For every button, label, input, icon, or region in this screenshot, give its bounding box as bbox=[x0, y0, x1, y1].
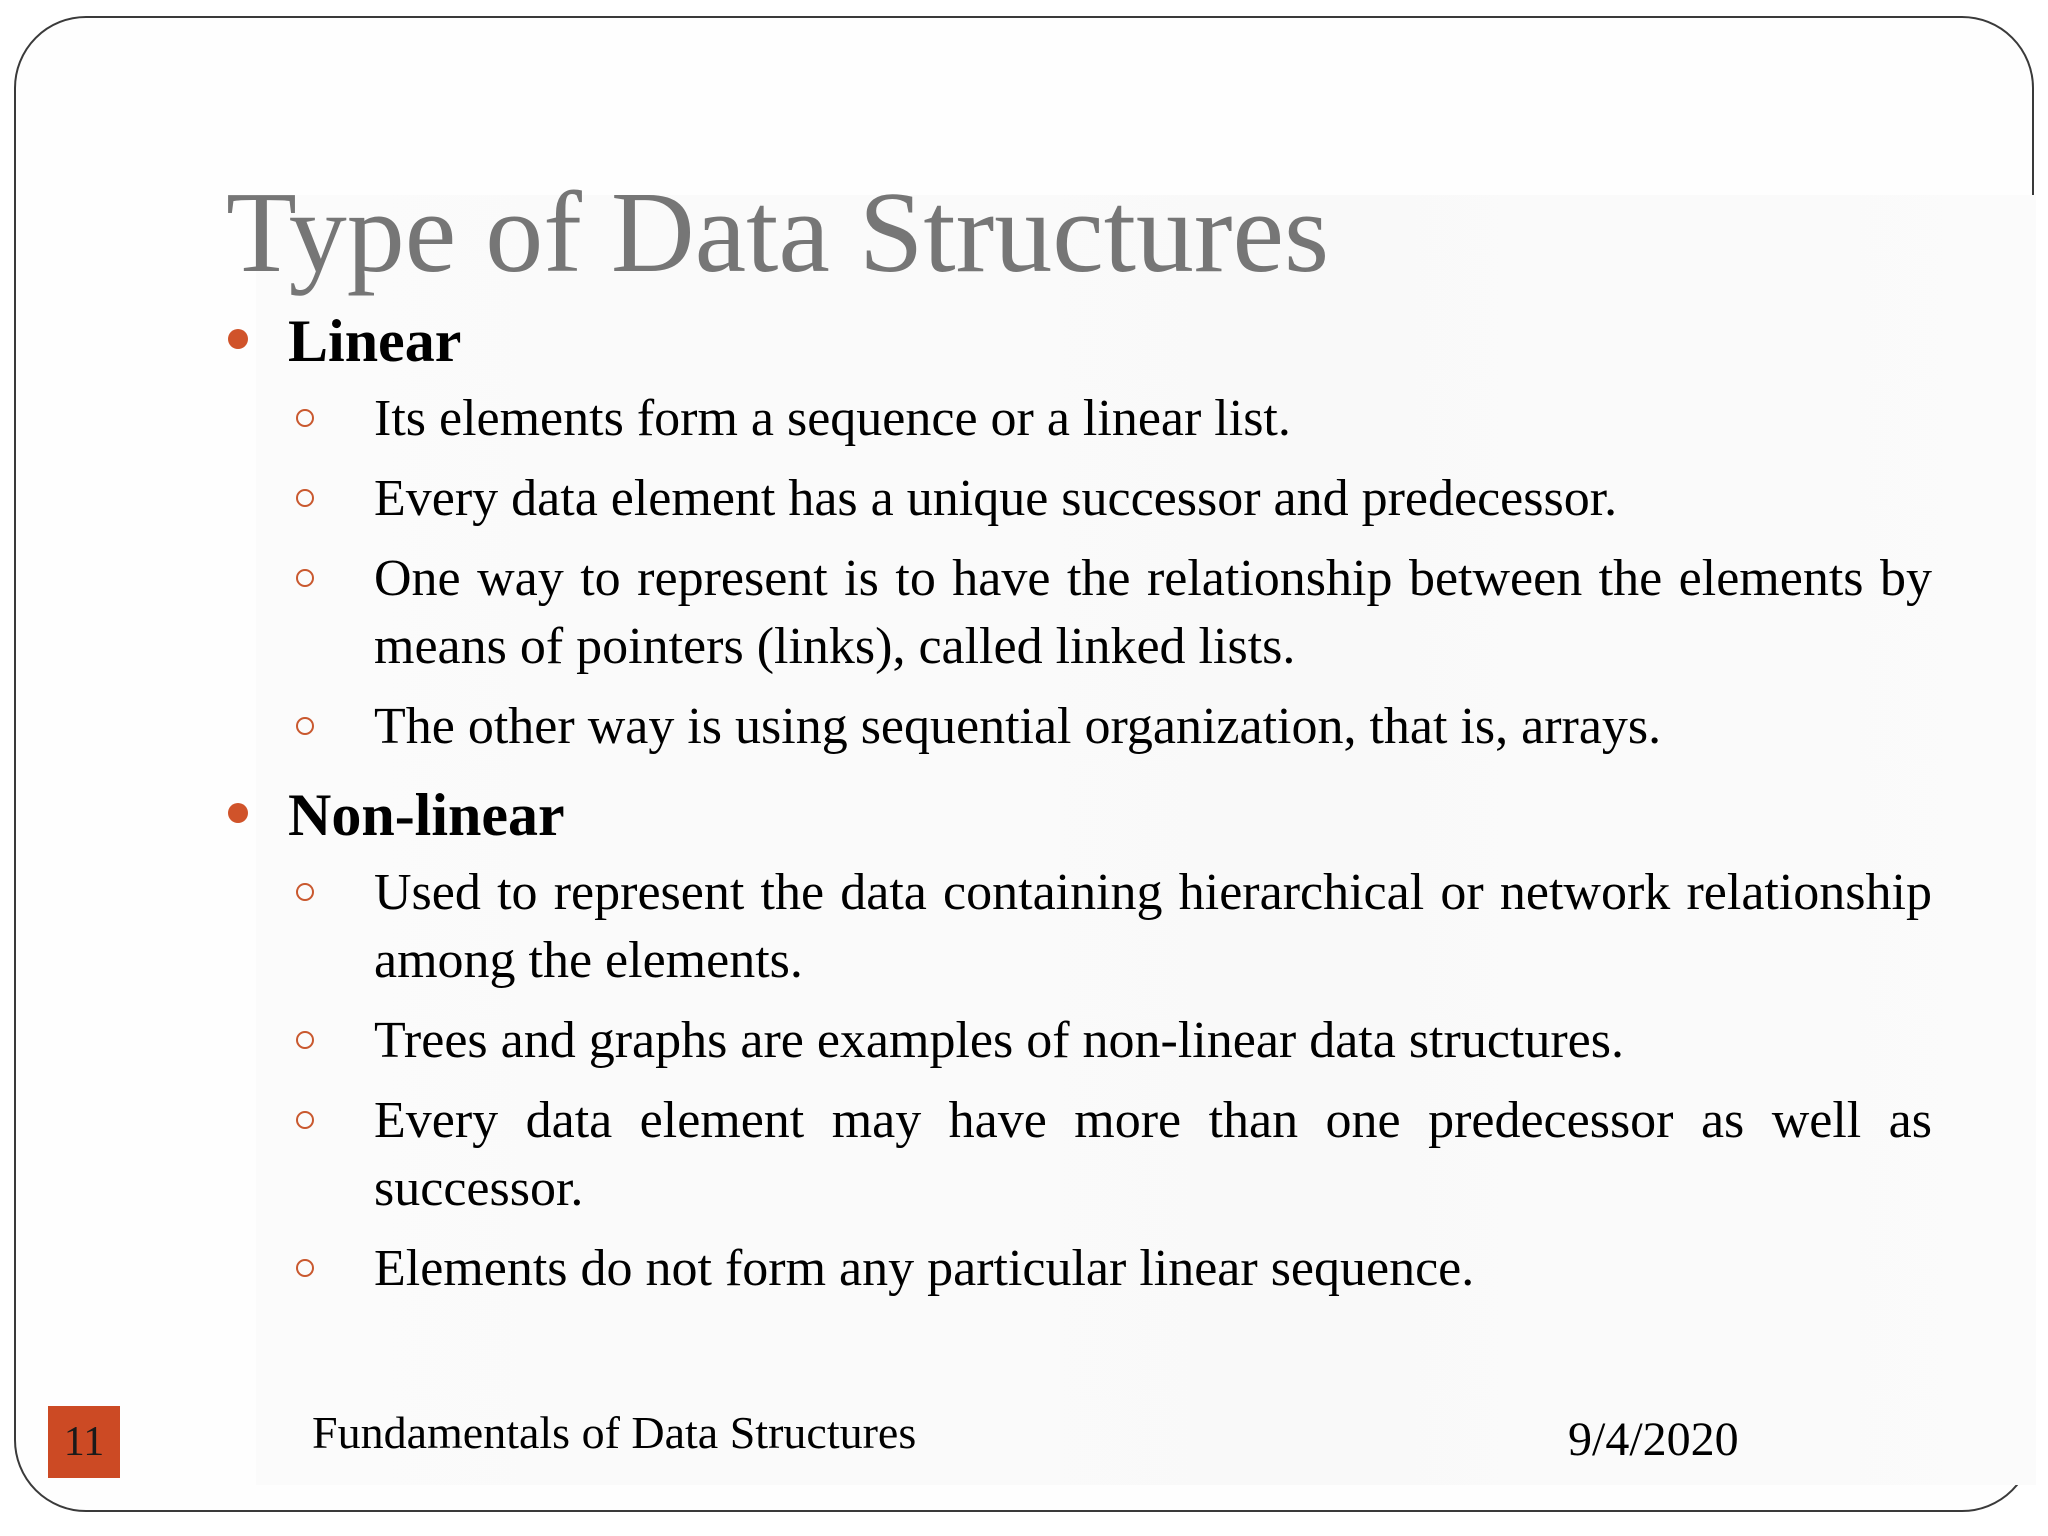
filled-circle-bullet-icon bbox=[228, 803, 248, 823]
filled-circle-bullet-icon bbox=[228, 329, 248, 349]
hollow-circle-bullet-icon bbox=[296, 717, 314, 735]
hollow-circle-bullet-icon bbox=[296, 1259, 314, 1277]
slide-title: Type of Data Structures bbox=[226, 169, 1330, 297]
hollow-circle-bullet-icon bbox=[296, 883, 314, 901]
list-item-text: Every data element has a unique successor and predecessor. bbox=[374, 470, 1618, 527]
section-linear bbox=[222, 305, 1932, 761]
list-item bbox=[222, 1007, 1932, 1075]
section-heading bbox=[222, 779, 1932, 851]
hollow-circle-bullet-icon bbox=[296, 489, 314, 507]
list-item bbox=[222, 385, 1932, 453]
list-item bbox=[222, 693, 1932, 761]
list-item bbox=[222, 1087, 1932, 1223]
hollow-circle-bullet-icon bbox=[296, 1031, 314, 1049]
section-heading-label: Linear bbox=[288, 308, 462, 374]
list-item-text: Elements do not form any particular linear sequence. bbox=[374, 1240, 1475, 1297]
list-item bbox=[222, 1235, 1932, 1303]
list-item-text: The other way is using sequential organization, that is, arrays. bbox=[374, 698, 1662, 755]
footer-date: 9/4/2020 bbox=[1568, 1413, 1739, 1466]
list-item-text: Its elements form a sequence or a linear list. bbox=[374, 390, 1291, 447]
slide-body bbox=[222, 305, 1932, 1321]
section-non-linear bbox=[222, 779, 1932, 1303]
list-item bbox=[222, 545, 1932, 681]
list-item bbox=[222, 859, 1932, 995]
slide-number: 11 bbox=[48, 1406, 120, 1478]
list-item-text: Used to represent the data containing hierarchical or network relationship among the elements. bbox=[374, 864, 1932, 989]
hollow-circle-bullet-icon bbox=[296, 409, 314, 427]
section-heading bbox=[222, 305, 1932, 377]
hollow-circle-bullet-icon bbox=[296, 1111, 314, 1129]
list-item-text: Every data element may have more than one predecessor as well as successor. bbox=[374, 1092, 1932, 1217]
footer-course-title: Fundamentals of Data Structures bbox=[312, 1407, 917, 1458]
hollow-circle-bullet-icon bbox=[296, 569, 314, 587]
list-item bbox=[222, 465, 1932, 533]
section-heading-label: Non-linear bbox=[288, 782, 565, 848]
list-item-text: One way to represent is to have the relationship between the elements by means of pointers (links), called linked lists. bbox=[374, 550, 1932, 675]
list-item-text: Trees and graphs are examples of non-linear data structures. bbox=[374, 1012, 1624, 1069]
